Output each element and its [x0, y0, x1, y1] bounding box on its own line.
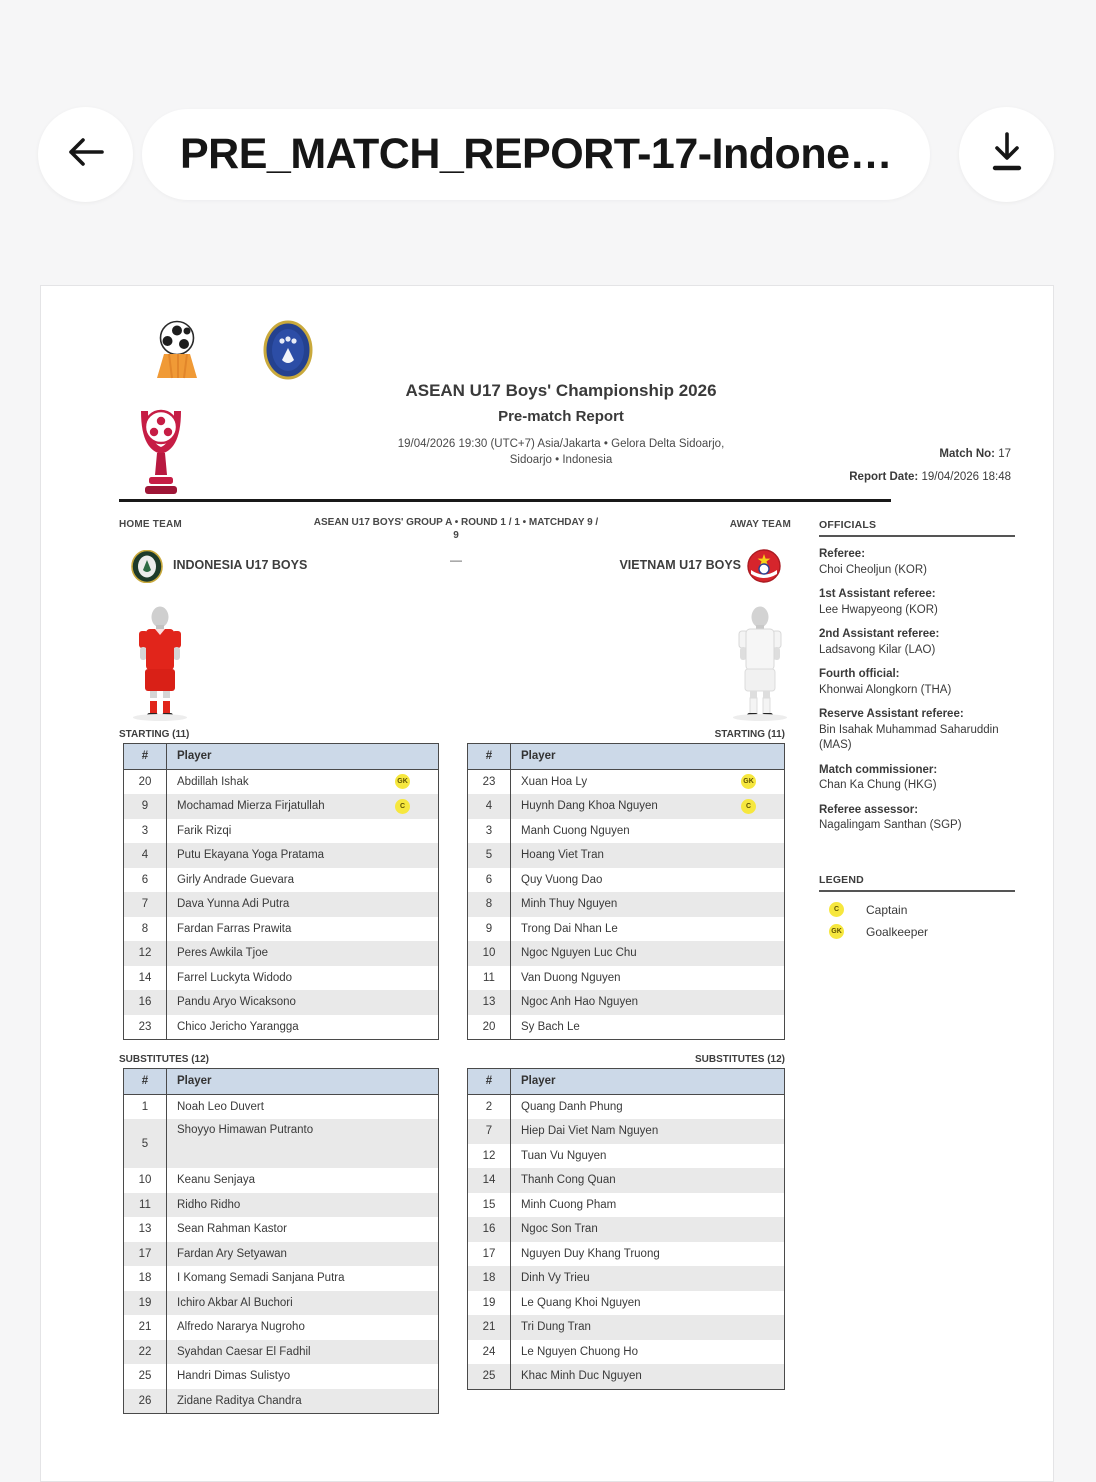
table-row	[468, 917, 785, 942]
player-name: Putu Ekayana Yoga Pratama	[177, 849, 325, 862]
player-name-cell	[167, 1168, 439, 1193]
match-datetime-line1: 19/04/2026 19:30 (UTC+7) Asia/Jakarta • Gelora Delta Sidoarjo,	[397, 438, 725, 450]
player-name-cell	[167, 917, 439, 942]
player-number: 19	[124, 1291, 167, 1316]
col-player-header: Player	[511, 744, 785, 770]
player-number: 18	[468, 1266, 511, 1291]
tournament-title: ASEAN U17 Boys' Championship 2026	[405, 381, 717, 400]
table-row	[468, 868, 785, 893]
player-name: Trong Dai Nhan Le	[521, 922, 618, 935]
player-name-cell	[511, 990, 785, 1015]
player-name: Minh Cuong Pham	[521, 1198, 617, 1211]
player-name-cell	[511, 1340, 785, 1365]
player-name: Handri Dimas Sulistyo	[177, 1370, 291, 1383]
player-number: 14	[124, 966, 167, 991]
player-name: Quang Danh Phung	[521, 1100, 623, 1113]
player-name-cell	[167, 794, 439, 819]
player-name: Fardan Ary Setyawan	[177, 1247, 287, 1260]
table-row	[468, 1144, 785, 1169]
player-name: Hiep Dai Viet Nam Nguyen	[521, 1125, 659, 1138]
table-row	[468, 819, 785, 844]
player-name: Quy Vuong Dao	[521, 873, 603, 886]
table-row	[124, 1094, 439, 1119]
table-row	[124, 843, 439, 868]
table-row	[124, 1389, 439, 1414]
player-name-cell	[511, 1015, 785, 1040]
away-starting-label: STARTING (11)	[714, 729, 785, 740]
table-row	[468, 769, 785, 794]
player-number: 15	[468, 1193, 511, 1218]
report-date-label: Report Date:	[849, 471, 919, 483]
home-subs-table	[123, 1068, 439, 1414]
player-name: Ngoc Son Tran	[521, 1223, 598, 1236]
player-name: Farik Rizqi	[177, 824, 232, 837]
col-player-header: Player	[167, 1069, 439, 1095]
match-no-label: Match No:	[939, 448, 995, 460]
player-name: Tri Dung Tran	[521, 1321, 591, 1334]
player-name-cell	[511, 843, 785, 868]
document-title: PRE_MATCH_REPORT-17-Indone…	[180, 130, 892, 178]
player-name: Nguyen Duy Khang Truong	[521, 1247, 660, 1260]
table-row	[124, 1119, 439, 1168]
federation-logo	[263, 320, 313, 385]
player-name: Peres Awkila Tjoe	[177, 947, 268, 960]
player-number: 25	[124, 1364, 167, 1389]
report-page	[40, 285, 1054, 1482]
official-name: Khonwai Alongkorn (THA)	[819, 683, 952, 696]
player-number: 22	[124, 1340, 167, 1365]
player-number: 13	[468, 990, 511, 1015]
player-number: 2	[468, 1094, 511, 1119]
away-team-badge	[747, 549, 781, 588]
player-name-cell	[167, 1266, 439, 1291]
official-name: Bin Isahak Muhammad Saharuddin (MAS)	[819, 723, 999, 751]
score-dash: —	[450, 553, 462, 567]
away-kit-shadow	[733, 714, 787, 721]
player-name: Ridho Ridho	[177, 1198, 241, 1211]
player-name-cell	[511, 1266, 785, 1291]
role-badge: C	[741, 799, 756, 814]
table-row	[124, 769, 439, 794]
table-row	[468, 1168, 785, 1193]
back-arrow-icon	[64, 130, 108, 179]
player-name-cell	[511, 794, 785, 819]
official-name: Nagalingam Santhan (SGP)	[819, 819, 962, 831]
player-number: 9	[468, 917, 511, 942]
col-number-header: #	[124, 1069, 167, 1095]
player-number: 20	[468, 1015, 511, 1040]
col-number-header: #	[468, 744, 511, 770]
table-header-row	[468, 1069, 785, 1095]
player-name: Huynh Dang Khoa Nguyen	[521, 800, 658, 813]
table-row	[124, 1193, 439, 1218]
legend-badge: GK	[829, 924, 844, 939]
player-name-cell	[511, 966, 785, 991]
legend-section	[819, 874, 1015, 939]
player-name: Le Quang Khoi Nguyen	[521, 1296, 641, 1309]
player-name: I Komang Semadi Sanjana Putra	[177, 1272, 345, 1285]
table-row	[124, 917, 439, 942]
player-number: 17	[124, 1242, 167, 1267]
table-row	[124, 892, 439, 917]
legend-label: Goalkeeper	[866, 924, 929, 939]
player-name: Thanh Cong Quan	[521, 1174, 616, 1187]
home-team-badge	[131, 550, 163, 588]
table-row	[468, 1119, 785, 1144]
player-name: Sy Bach Le	[521, 1020, 580, 1033]
table-row	[124, 1242, 439, 1267]
table-row	[124, 1266, 439, 1291]
table-row	[468, 1094, 785, 1119]
away-kit	[729, 606, 791, 721]
home-starting-label: STARTING (11)	[119, 729, 190, 740]
player-number: 11	[468, 966, 511, 991]
official-entry	[819, 707, 1015, 754]
role-badge: GK	[395, 774, 410, 789]
legend-item	[829, 902, 1015, 917]
official-entry	[819, 803, 1015, 834]
player-name-cell	[167, 868, 439, 893]
player-name: Alfredo Nararya Nugroho	[177, 1321, 305, 1334]
trophy-logo	[133, 401, 189, 506]
official-entry	[819, 587, 1015, 618]
player-number: 18	[124, 1266, 167, 1291]
document-title-bar	[142, 109, 930, 200]
player-name-cell	[167, 1193, 439, 1218]
player-name: Keanu Senjaya	[177, 1174, 256, 1187]
away-team-name: VIETNAM U17 BOYS	[619, 558, 741, 572]
official-entry	[819, 667, 1015, 698]
player-name: Noah Leo Duvert	[177, 1100, 264, 1113]
col-number-header: #	[124, 744, 167, 770]
player-number: 23	[468, 769, 511, 794]
table-header-row	[124, 744, 439, 770]
player-number: 16	[124, 990, 167, 1015]
player-number: 24	[468, 1340, 511, 1365]
player-name: Chico Jericho Yarangga	[177, 1020, 299, 1033]
player-name-cell	[511, 941, 785, 966]
player-number: 17	[468, 1242, 511, 1267]
player-name-cell	[511, 892, 785, 917]
player-name-cell	[167, 966, 439, 991]
player-name-cell	[511, 1315, 785, 1340]
player-name-cell	[167, 1364, 439, 1389]
player-number: 12	[124, 941, 167, 966]
player-name-cell	[167, 843, 439, 868]
player-name-cell	[167, 1217, 439, 1242]
player-name: Zidane Raditya Chandra	[177, 1394, 302, 1407]
player-name: Tuan Vu Nguyen	[521, 1149, 607, 1162]
legend-item	[829, 924, 1015, 939]
table-row	[468, 1340, 785, 1365]
player-number: 7	[468, 1119, 511, 1144]
player-number: 3	[124, 819, 167, 844]
official-entry	[819, 763, 1015, 794]
player-name-cell	[167, 1094, 439, 1119]
player-name-cell	[511, 868, 785, 893]
official-entry	[819, 547, 1015, 578]
player-name-cell	[167, 990, 439, 1015]
player-name-cell	[167, 1242, 439, 1267]
table-row	[468, 941, 785, 966]
home-subs-label: SUBSTITUTES (12)	[119, 1054, 210, 1065]
player-number: 26	[124, 1389, 167, 1414]
player-name: Manh Cuong Nguyen	[521, 824, 630, 837]
table-row	[468, 1291, 785, 1316]
player-name: Khac Minh Duc Nguyen	[521, 1370, 642, 1383]
table-row	[468, 1266, 785, 1291]
player-name-cell	[167, 1389, 439, 1414]
player-number: 21	[124, 1315, 167, 1340]
table-row	[468, 794, 785, 819]
player-name-cell	[511, 819, 785, 844]
player-number: 10	[124, 1168, 167, 1193]
officials-heading: OFFICIALS	[819, 519, 1015, 537]
official-role-label: Referee:	[819, 548, 866, 560]
legend-badge: C	[829, 902, 844, 917]
player-number: 4	[124, 843, 167, 868]
player-name-cell	[167, 1015, 439, 1040]
player-name: Fardan Farras Prawita	[177, 922, 292, 935]
player-number: 13	[124, 1217, 167, 1242]
back-button[interactable]	[38, 107, 133, 202]
player-name-cell	[511, 1291, 785, 1316]
player-number: 21	[468, 1315, 511, 1340]
home-team-name: INDONESIA U17 BOYS	[173, 558, 308, 572]
table-row	[124, 1015, 439, 1040]
player-name-cell	[511, 1094, 785, 1119]
away-subs-label: SUBSTITUTES (12)	[694, 1054, 785, 1065]
home-kit	[129, 606, 191, 721]
player-name: Hoang Viet Tran	[521, 849, 604, 862]
role-badge: C	[395, 799, 410, 814]
table-row	[468, 1242, 785, 1267]
player-name: Ngoc Nguyen Luc Chu	[521, 947, 637, 960]
player-name-cell	[167, 892, 439, 917]
player-name: Dinh Vy Trieu	[521, 1272, 590, 1285]
match-no-value: 17	[998, 448, 1011, 460]
player-name-cell	[167, 1315, 439, 1340]
player-name: Ichiro Akbar Al Buchori	[177, 1296, 293, 1309]
table-row	[124, 819, 439, 844]
player-name-cell	[167, 769, 439, 794]
tournament-logo	[149, 318, 207, 385]
player-number: 8	[468, 892, 511, 917]
player-name: Xuan Hoa Ly	[521, 775, 588, 788]
col-player-header: Player	[511, 1069, 785, 1095]
player-name-cell	[167, 1340, 439, 1365]
player-number: 10	[468, 941, 511, 966]
official-role-label: Match commissioner:	[819, 763, 938, 776]
player-name-cell	[511, 1193, 785, 1218]
official-role-label: 1st Assistant referee:	[819, 588, 936, 600]
table-header-row	[468, 744, 785, 770]
table-row	[468, 966, 785, 991]
report-subtitle: Pre-match Report	[498, 408, 624, 425]
player-number: 8	[124, 917, 167, 942]
group-round-line2: 9	[453, 529, 459, 541]
player-number: 1	[124, 1094, 167, 1119]
official-role-label: Fourth official:	[819, 668, 900, 680]
player-name-cell	[511, 1119, 785, 1144]
table-row	[124, 1291, 439, 1316]
table-row	[124, 1315, 439, 1340]
report-date-value: 19/04/2026 18:48	[921, 471, 1011, 483]
match-datetime-line2: Sidoarjo • Indonesia	[509, 454, 613, 466]
official-name: Chan Ka Chung (HKG)	[819, 779, 937, 791]
player-number: 4	[468, 794, 511, 819]
table-row	[468, 1315, 785, 1340]
player-number: 16	[468, 1217, 511, 1242]
table-row	[468, 892, 785, 917]
home-starting-table	[123, 743, 439, 1040]
official-entry	[819, 627, 1015, 658]
player-number: 6	[124, 868, 167, 893]
home-team-label: HOME TEAM	[119, 519, 182, 530]
table-row	[468, 990, 785, 1015]
legend-heading: LEGEND	[819, 874, 1015, 892]
player-name-cell	[511, 1144, 785, 1169]
player-name: Sean Rahman Kastor	[177, 1223, 287, 1236]
download-icon	[986, 129, 1028, 180]
role-badge: GK	[741, 774, 756, 789]
match-meta	[641, 446, 1011, 492]
player-name: Dava Yunna Adi Putra	[177, 898, 290, 911]
player-number: 5	[468, 843, 511, 868]
player-number: 14	[468, 1168, 511, 1193]
player-number: 5	[124, 1119, 167, 1168]
player-name-cell	[167, 1119, 439, 1168]
player-name-cell	[167, 819, 439, 844]
official-name: Lee Hwapyeong (KOR)	[819, 603, 938, 616]
player-name-cell	[167, 1291, 439, 1316]
player-number: 9	[124, 794, 167, 819]
player-number: 25	[468, 1364, 511, 1389]
player-number: 3	[468, 819, 511, 844]
table-row	[468, 1217, 785, 1242]
player-name: Girly Andrade Guevara	[177, 873, 294, 886]
table-row	[124, 1340, 439, 1365]
player-name: Farrel Luckyta Widodo	[177, 971, 293, 984]
away-team-label: AWAY TEAM	[729, 519, 791, 530]
table-header-row	[124, 1069, 439, 1095]
home-kit-shadow	[133, 714, 187, 721]
player-name: Syahdan Caesar El Fadhil	[177, 1345, 311, 1358]
away-starting-table	[467, 743, 785, 1040]
player-name: Van Duong Nguyen	[521, 971, 621, 984]
table-row	[124, 1217, 439, 1242]
official-name: Ladsavong Kilar (LAO)	[819, 643, 936, 656]
table-row	[124, 966, 439, 991]
player-name: Mochamad Mierza Firjatullah	[177, 800, 325, 813]
group-round-line	[296, 517, 616, 542]
official-name: Choi Cheoljun (KOR)	[819, 563, 928, 576]
player-name: Shoyyo Himawan Putranto	[177, 1124, 314, 1136]
header-divider	[119, 499, 891, 502]
player-name-cell	[167, 941, 439, 966]
player-name-cell	[511, 1242, 785, 1267]
official-role-label: 2nd Assistant referee:	[819, 628, 940, 640]
player-name: Minh Thuy Nguyen	[521, 898, 618, 911]
player-name-cell	[511, 1364, 785, 1389]
table-row	[124, 1364, 439, 1389]
table-row	[124, 794, 439, 819]
table-row	[468, 843, 785, 868]
table-row	[124, 941, 439, 966]
officials-section	[819, 519, 1015, 843]
player-number: 11	[124, 1193, 167, 1218]
player-number: 19	[468, 1291, 511, 1316]
player-name-cell	[511, 1217, 785, 1242]
player-name: Pandu Aryo Wicaksono	[177, 996, 296, 1009]
official-role-label: Referee assessor:	[819, 803, 919, 816]
table-row	[468, 1364, 785, 1389]
col-number-header: #	[468, 1069, 511, 1095]
table-row	[124, 868, 439, 893]
official-role-label: Reserve Assistant referee:	[819, 708, 964, 720]
player-number: 6	[468, 868, 511, 893]
player-number: 7	[124, 892, 167, 917]
table-row	[124, 1168, 439, 1193]
away-subs-table	[467, 1068, 785, 1390]
player-number: 23	[124, 1015, 167, 1040]
player-name: Ngoc Anh Hao Nguyen	[521, 996, 638, 1009]
table-row	[124, 990, 439, 1015]
player-name-cell	[511, 1168, 785, 1193]
player-number: 20	[124, 769, 167, 794]
player-name-cell	[511, 769, 785, 794]
group-round-line1: ASEAN U17 BOYS' GROUP A • ROUND 1 / 1 • MATCHDAY 9 /	[313, 517, 599, 528]
player-number: 12	[468, 1144, 511, 1169]
table-row	[468, 1193, 785, 1218]
player-name: Le Nguyen Chuong Ho	[521, 1345, 638, 1358]
player-name-cell	[511, 917, 785, 942]
download-button[interactable]	[959, 107, 1054, 202]
player-name: Abdillah Ishak	[177, 775, 249, 788]
legend-label: Captain	[866, 902, 908, 917]
table-row	[468, 1015, 785, 1040]
col-player-header: Player	[167, 744, 439, 770]
